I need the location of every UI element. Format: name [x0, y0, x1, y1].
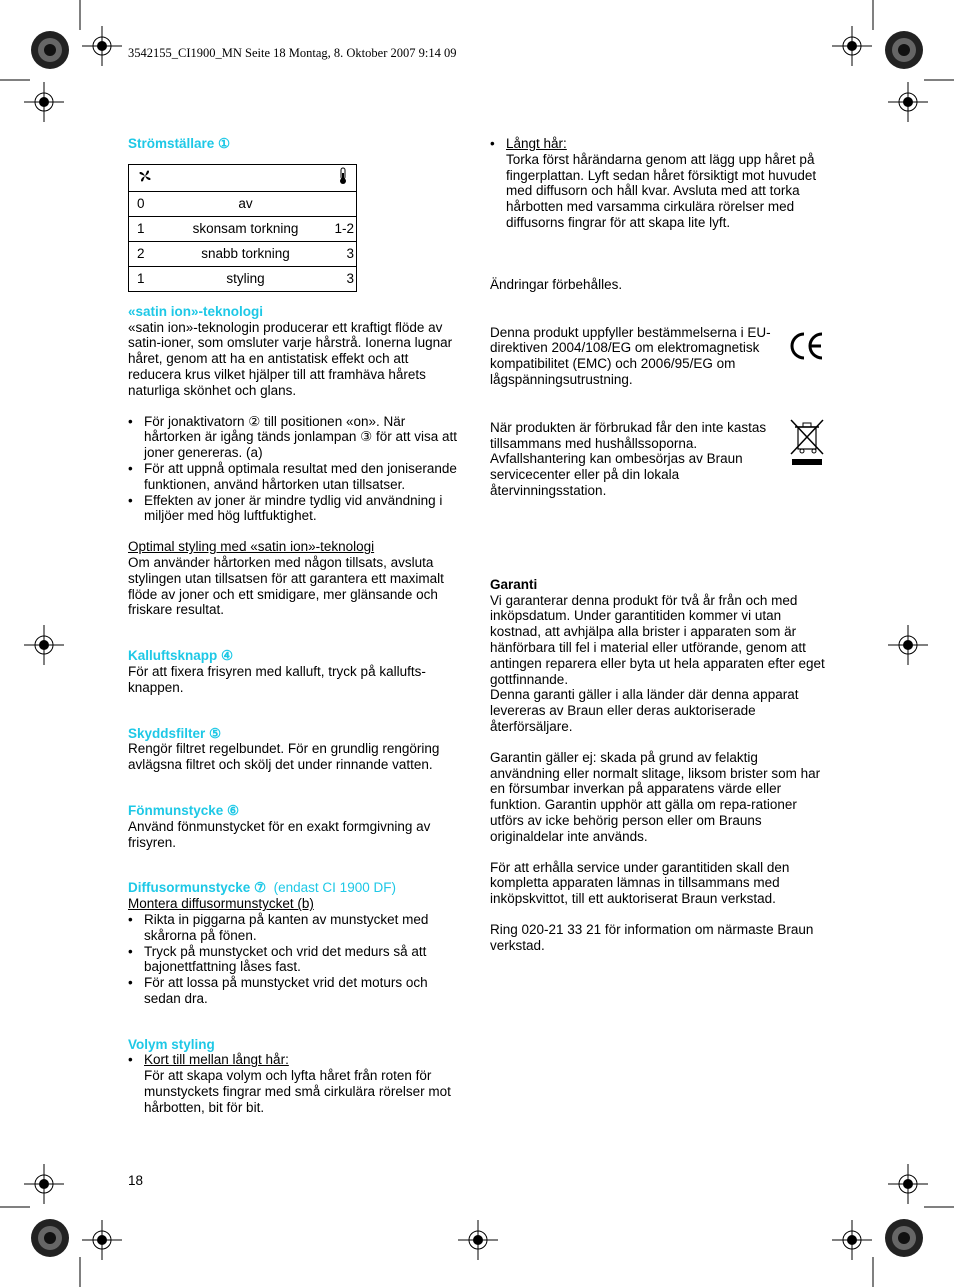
filter-text: Rengör filtret regelbundet. För en grundlig rengöring avlägsna filtret och skölj det under rinnande vatten. — [128, 741, 440, 773]
list-item: • Rikta in piggarna på kanten av munstycket med skårorna på fönen. — [128, 912, 463, 944]
long-hair-bullets — [490, 136, 825, 231]
warranty-paragraph: Ring 020-21 33 21 för information om närmaste Braun verkstad. — [490, 921, 814, 953]
cold-text: För att fixera frisyren med kalluft, tryck på kallufts-knappen. — [128, 663, 426, 695]
registration-target-icon — [888, 82, 928, 122]
switch-row — [129, 266, 357, 291]
right-column — [490, 136, 825, 953]
warranty-paragraph: Garantin gäller ej: skada på grund av felaktig användning eller normalt slitage, liksom brister som har en försumbar inverkan på apparatens värde eller funktion. Garantin upphör att gälla om repa-rationer utförs av icke behörig person eller om Brauns originaldelar inte används. — [490, 749, 821, 844]
disposal-text: När produkten är förbrukad får den inte kastas tillsammans med hushållssoporna. Avfallshantering kan ombesörjas av Braun servicecenter eller på din lokala återvinningsstation. — [490, 419, 767, 498]
switch-position: 0 — [137, 195, 145, 211]
changes-reserved: Ändringar förbehålles. — [490, 276, 623, 292]
volume-bullets — [128, 1052, 463, 1115]
volume-item-text: För att skapa volym och lyfta håret från roten för munstyckets fingrar med små cirkulära rörelser mot hårbotten, bit för bit. — [144, 1068, 451, 1115]
nozzle-text: Använd fönmunstycket för en exakt formgivning av frisyren. — [128, 818, 431, 850]
diffuser-heading — [128, 880, 463, 896]
optimal-title: Optimal styling med «satin ion»-teknologi — [128, 539, 375, 555]
registration-target-icon — [832, 1220, 872, 1260]
switch-heat: 3 — [346, 270, 354, 286]
switch-heading: Strömställare ① — [128, 136, 231, 151]
color-calibration-starburst-icon — [884, 30, 924, 70]
filter-heading: Skyddsfilter ⑤ — [128, 725, 222, 741]
volume-heading: Volym styling — [128, 1036, 215, 1052]
registration-target-icon — [888, 1164, 928, 1204]
switch-row — [129, 241, 357, 266]
satin-heading: «satin ion»-teknologi — [128, 303, 264, 319]
disposal-block — [490, 420, 825, 499]
page-number: 18 — [128, 1173, 144, 1188]
list-item: • För att uppnå optimala resultat med den joniserande funktionen, använd hårtorken utan tillsatser. — [128, 461, 463, 493]
list-item: • För att lossa på munstycket vrid det moturs och sedan dra. — [128, 975, 463, 1007]
list-item: • Tryck på munstycket och vrid det medurs så att bajonettfattning låses fast. — [128, 944, 463, 976]
satin-text: «satin ion»-teknologin producerar ett kraftigt flöde av satin-ioner, som omsluter varje hårstrå. Ionerna lugnar håret, genom att ha en antistatisk effekt och att reducera krus vilket hjälper till att framhäva hårets naturliga skönhet och glans. — [128, 319, 453, 398]
optimal-text: Om använder hårtorken med någon tillsats, avsluta stylingen utan tillsatsen för att garantera ett maximalt flöde av joner och ett smidigare, mer glänsande och friskare resultat. — [128, 554, 444, 618]
registration-target-icon — [24, 1164, 64, 1204]
switch-position: 2 — [137, 245, 145, 261]
switch-label: styling — [226, 270, 265, 286]
list-item — [490, 136, 825, 231]
ce-mark-icon — [789, 331, 825, 388]
thermometer-icon — [338, 167, 354, 189]
switch-row — [129, 191, 357, 216]
switch-position: 1 — [137, 270, 145, 286]
color-calibration-starburst-icon — [30, 1218, 70, 1258]
nozzle-heading: Fönmunstycke ⑥ — [128, 802, 240, 818]
warranty-paragraph: För att erhålla service under garantitiden skall den kompletta apparaten lämnas in tillsammans med inköpskvittot, till ett auktoriserat Braun verkstad. — [490, 859, 790, 907]
switch-label: av — [238, 195, 253, 211]
list-item: • Effekten av joner är mindre tydlig vid användning i miljöer med hög luftfuktighet. — [128, 493, 463, 525]
switch-table-header — [129, 164, 357, 191]
volume-item-title: Kort till mellan långt hår: — [144, 1052, 289, 1068]
switch-heat: 3 — [346, 245, 354, 261]
switch-heat: 1-2 — [334, 220, 354, 236]
color-calibration-starburst-icon — [884, 1218, 924, 1258]
left-column — [128, 136, 463, 1116]
registration-target-icon — [82, 1220, 122, 1260]
long-hair-title: Långt hår: — [506, 136, 567, 151]
cold-heading: Kalluftsknapp ④ — [128, 648, 234, 664]
switch-label: skonsam torkning — [192, 220, 299, 236]
registration-target-icon — [24, 625, 64, 665]
diffuser-heading-note: (endast CI 1900 DF) — [273, 880, 396, 896]
registration-target-icon — [832, 26, 872, 66]
list-item — [128, 1052, 463, 1115]
warranty-paragraph: Denna garanti gäller i alla länder där denna apparat levereras av Braun eller deras auktoriserade återförsäljare. — [490, 687, 799, 734]
switch-table — [128, 164, 357, 292]
diffuser-bullets — [128, 912, 463, 1007]
crossed-bin-icon — [789, 418, 825, 499]
warranty-paragraph: Vi garanterar denna produkt för två år från och med inköpsdatum. Under garantitiden kommer vi utan kostnad, att avhjälpa alla brister i apparaten som är hänförbara till fel i material eller utförande, genom att antingen reparera eller byta ut hela apparaten efter eget gottfinnande. — [490, 592, 825, 687]
switch-row — [129, 216, 357, 241]
diffuser-subtitle: Montera diffusormunstycket (b) — [128, 896, 314, 912]
list-item: • För jonaktivatorn ② till positionen «on». När hårtorken är igång tänds jonlampan ③ för att visa att joner genereras. (a) — [128, 414, 463, 461]
registration-target-icon — [24, 82, 64, 122]
registration-target-icon — [82, 26, 122, 66]
diffuser-heading-title: Diffusormunstycke ⑦ — [128, 880, 267, 896]
color-calibration-starburst-icon — [30, 30, 70, 70]
warranty-heading: Garanti — [490, 576, 538, 592]
satin-bullets — [128, 414, 463, 525]
ce-block — [490, 325, 825, 388]
long-hair-text: Torka först hårändarna genom att lägg upp håret på fingerplattan. Lyft sedan håret försiktigt mot huvudet med diffusorn och håll kvar. Avsluta med att torka hårbotten med varsamma cirkulära rörelser med diffusorns fingrar för att skapa lite lyft. — [506, 151, 817, 230]
switch-position: 1 — [137, 220, 145, 236]
registration-target-icon — [888, 625, 928, 665]
print-header: 3542155_CI1900_MN Seite 18 Montag, 8. Oktober 2007 9:14 09 — [128, 46, 457, 60]
ce-text: Denna produkt uppfyller bestämmelserna i EU-direktiven 2004/108/EG om elektromagnetisk kompatibilitet (EMC) och 2006/95/EG om lågspänningsutrustning. — [490, 324, 771, 387]
fan-icon — [137, 168, 153, 188]
registration-target-icon — [458, 1220, 498, 1260]
switch-label: snabb torkning — [201, 245, 290, 261]
